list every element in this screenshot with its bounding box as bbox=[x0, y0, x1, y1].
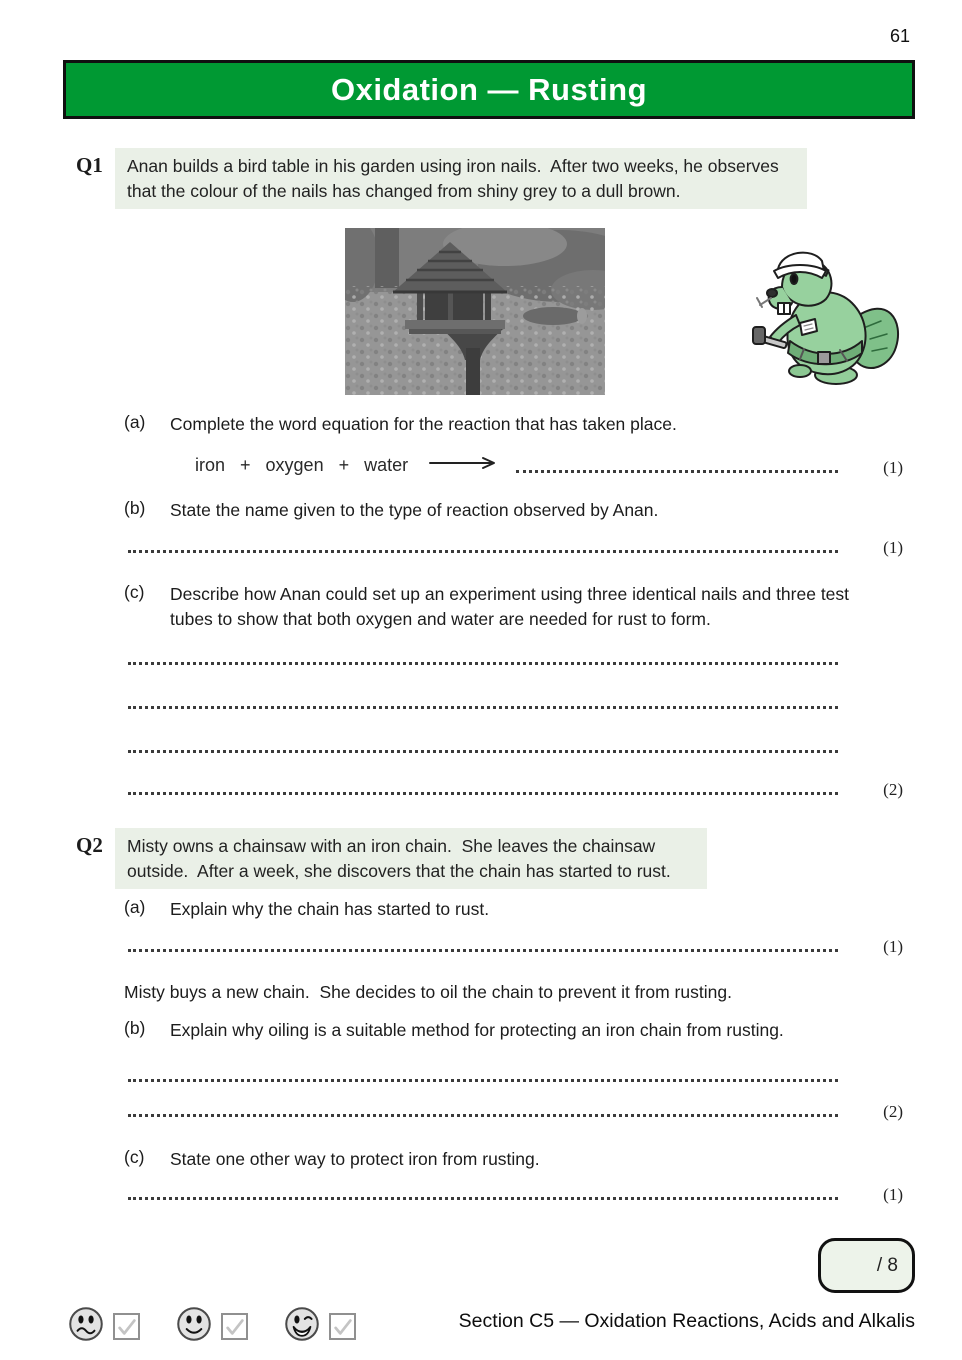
q2-interlude-text: Misty buys a new chain. She decides to oil the chain to prevent it from rusting. bbox=[124, 982, 732, 1002]
q2-part-b-text: Explain why oiling is a suitable method for protecting an iron chain from rusting. bbox=[170, 1020, 784, 1040]
answer-line[interactable] bbox=[128, 533, 838, 553]
q1-part-c-text: Describe how Anan could set up an experiment using three identical nails and three test tubes to show that both oxygen and water are needed for rust to form. bbox=[170, 584, 854, 629]
q1-part-c-answer-1 bbox=[128, 645, 915, 665]
self-assessment-checkbox-1[interactable] bbox=[113, 1313, 140, 1340]
marks-q1a: (1) bbox=[883, 458, 903, 477]
q2-intro-text: Misty owns a chainsaw with an iron chain. She leaves the chainsaw outside. After a week, she discovers that the chain has started to rust. bbox=[115, 828, 707, 889]
equation-reactant-oxygen: oxygen bbox=[265, 454, 324, 475]
q2-part-b-label: (b) bbox=[124, 1018, 146, 1038]
q1-part-b-label: (b) bbox=[124, 498, 146, 518]
q2-part-c bbox=[124, 1147, 866, 1172]
unsure-face-icon bbox=[68, 1306, 104, 1347]
q2-part-b-answer-1 bbox=[128, 1062, 915, 1082]
q2-part-a-label: (a) bbox=[124, 897, 146, 917]
bird-table-photo bbox=[345, 228, 605, 395]
q2-block bbox=[76, 828, 707, 889]
q1-part-a-label: (a) bbox=[124, 412, 146, 432]
q1-intro-text: Anan builds a bird table in his garden using iron nails. After two weeks, he observes that the colour of the nails has changed from shiny grey to a dull brown. bbox=[115, 148, 807, 209]
answer-line[interactable] bbox=[128, 1097, 838, 1117]
plus-sign: + bbox=[240, 454, 251, 475]
reaction-arrow-icon bbox=[428, 456, 502, 475]
q1-part-c-answer-2 bbox=[128, 689, 915, 709]
plus-sign: + bbox=[338, 454, 350, 475]
happy-face-icon bbox=[284, 1306, 320, 1347]
answer-line[interactable] bbox=[128, 1180, 838, 1200]
page-title: Oxidation — Rusting bbox=[330, 71, 648, 107]
q2-part-a bbox=[124, 897, 866, 922]
score-box[interactable] bbox=[818, 1238, 915, 1293]
answer-line[interactable] bbox=[128, 932, 838, 952]
q1-part-a bbox=[124, 412, 866, 437]
marks-q1b: (1) bbox=[883, 538, 903, 557]
q1-part-b bbox=[124, 498, 866, 523]
q1-part-b-text: State the name given to the type of reaction observed by Anan. bbox=[170, 500, 659, 520]
answer-line[interactable] bbox=[128, 733, 838, 753]
title-banner bbox=[63, 60, 915, 119]
q2-part-a-text: Explain why the chain has started to rust. bbox=[170, 899, 490, 919]
q1-part-c-answer-3 bbox=[128, 733, 915, 753]
marks-q2c: (1) bbox=[883, 1185, 903, 1204]
answer-line[interactable] bbox=[128, 645, 838, 665]
answer-line[interactable] bbox=[128, 689, 838, 709]
marks-q1c: (2) bbox=[883, 780, 903, 799]
page-number: 61 bbox=[889, 26, 910, 46]
answer-line[interactable] bbox=[128, 1062, 838, 1082]
q2-part-b bbox=[124, 1018, 890, 1043]
q2-part-a-answer bbox=[128, 932, 915, 956]
self-assessment-checkbox-3[interactable] bbox=[329, 1313, 356, 1340]
q2-part-b-answer-2 bbox=[128, 1097, 915, 1121]
marks-q2b: (2) bbox=[883, 1102, 903, 1121]
q2-label: Q2 bbox=[76, 833, 103, 857]
self-assessment-checkbox-2[interactable] bbox=[221, 1313, 248, 1340]
q1-part-c-answer-4 bbox=[128, 775, 915, 799]
okay-face-icon bbox=[176, 1306, 212, 1347]
marks-q2a: (1) bbox=[883, 937, 903, 956]
q1-part-b-answer bbox=[128, 533, 915, 557]
equation-reactant-iron: iron bbox=[195, 454, 226, 475]
q1-part-c-label: (c) bbox=[124, 582, 145, 602]
q2-part-c-answer bbox=[128, 1180, 915, 1204]
equation-reactant-water: water bbox=[364, 454, 409, 475]
self-assessment-okay bbox=[176, 1306, 248, 1347]
score-total: / 8 bbox=[876, 1254, 898, 1276]
q2-part-c-label: (c) bbox=[124, 1147, 145, 1167]
section-footer: Section C5 — Oxidation Reactions, Acids and Alkalis bbox=[458, 1310, 915, 1332]
q1-part-c bbox=[124, 582, 866, 632]
self-assessment-happy bbox=[284, 1306, 356, 1347]
q2-part-c-text: State one other way to protect iron from rusting. bbox=[170, 1149, 540, 1169]
answer-line[interactable] bbox=[128, 775, 838, 795]
self-assessment-row bbox=[68, 1306, 356, 1347]
q1-part-a-text: Complete the word equation for the reaction that has taken place. bbox=[170, 414, 677, 434]
q1-block bbox=[76, 148, 807, 209]
word-equation bbox=[195, 452, 915, 478]
self-assessment-unsure bbox=[68, 1306, 140, 1347]
q1-label: Q1 bbox=[76, 153, 103, 177]
beaver-builder-mascot bbox=[748, 243, 906, 391]
answer-line[interactable] bbox=[516, 457, 838, 473]
